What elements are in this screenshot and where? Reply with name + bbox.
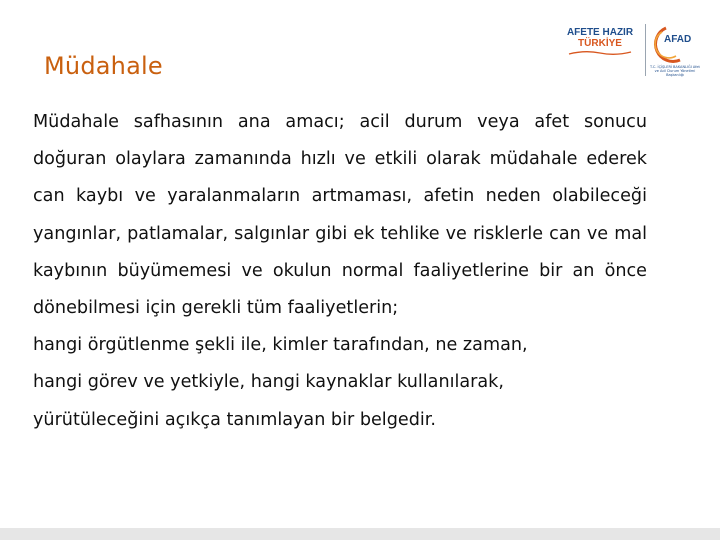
afad-subtitle: T.C. İÇİŞLERİ BAKANLIĞI Afet ve Acil Durum Yönetimi Başkanlığı: [650, 65, 700, 77]
list-line-1: hangi örgütlenme şekli ile, kimler tarafından, ne zaman,: [33, 335, 528, 356]
bottom-bar: [0, 528, 720, 540]
turkiye-text: TÜRKİYE: [578, 37, 622, 49]
list-line-3: yürütüleceğini açıkça tanımlayan bir belgedir.: [33, 409, 436, 430]
logo-separator: [645, 24, 646, 76]
list-line-2: hangi görev ve yetkiyle, hangi kaynaklar kullanılarak,: [33, 372, 504, 393]
slide-title: Müdahale: [44, 52, 163, 80]
body-text: [33, 104, 647, 439]
logo-group: [560, 22, 700, 78]
afad-text: AFAD: [664, 34, 692, 45]
wave-icon: [567, 50, 633, 56]
afete-hazir-logo: [560, 28, 640, 56]
afete-hazir-text: AFETE HAZIR: [566, 27, 634, 38]
main-paragraph: Müdahale safhasının ana amacı; acil durum veya afet sonucu doğuran olaylara zamanında hızlı ve etkili olarak müdahale ederek can kaybı ve yaralanmaların artmaması, afetin neden olabileceği yangınlar, patlamalar, salgınlar gibi ek tehlike ve risklerle can ve mal kaybının büyümemesi ve okulun normal faaliyetlerine bir an önce dönebilmesi için gerekli tüm faaliyetlerin;: [33, 112, 647, 319]
afad-logo: [650, 22, 700, 78]
